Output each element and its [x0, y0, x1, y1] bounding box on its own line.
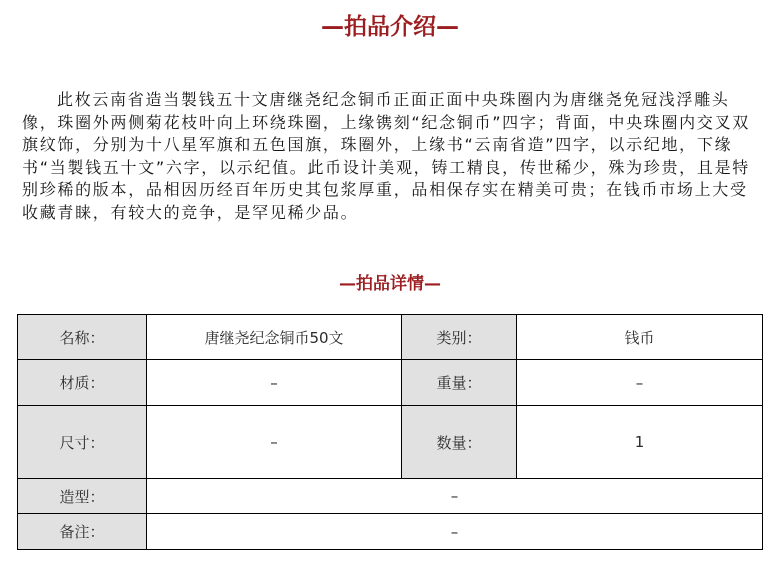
table-row [18, 479, 763, 514]
remarks-value: – [147, 514, 763, 550]
table-row [18, 360, 763, 406]
material-label: 材质： [18, 360, 147, 406]
size-value: – [147, 406, 402, 479]
item-description: 此枚云南省造当製钱五十文唐继尧纪念铜币正面正面中央珠圈内为唐继尧免冠浅浮雕头像，珠圈外两侧菊花枝叶向上环绕珠圈，上缘镌刻“纪念铜币”四字；背面，中央珠圈内交叉双旗纹饰，分别为十八星军旗和五色国旗，珠圈外，上缘书“云南省造”四字，以示纪地，下缘书“当製钱五十文”六字，以示纪值。此币设计美观，铸工精良，传世稀少，殊为珍贵，且是特别珍稀的版本，品相因历经百年历史其包浆厚重，品相保存实在精美可贵；在钱币市场上大受收藏青睐，有较大的竞争，是罕见稀少品。 [22, 90, 750, 222]
shape-value: – [147, 479, 763, 514]
table-row [18, 406, 763, 479]
shape-label: 造型： [18, 479, 147, 514]
category-value: 钱币 [517, 315, 763, 360]
table-row [18, 315, 763, 360]
name-value: 唐继尧纪念铜币50文 [147, 315, 402, 360]
weight-label: 重量： [402, 360, 517, 406]
material-value: – [147, 360, 402, 406]
category-label: 类别： [402, 315, 517, 360]
table-row [18, 514, 763, 550]
weight-value: – [517, 360, 763, 406]
details-section-title: —拍品详情— [339, 274, 441, 294]
quantity-value: 1 [517, 406, 763, 479]
remarks-label: 备注： [18, 514, 147, 550]
intro-section-title: —拍品介绍— [321, 14, 459, 40]
size-label: 尺寸： [18, 406, 147, 479]
quantity-label: 数量： [402, 406, 517, 479]
name-label: 名称： [18, 315, 147, 360]
details-table [17, 314, 763, 550]
